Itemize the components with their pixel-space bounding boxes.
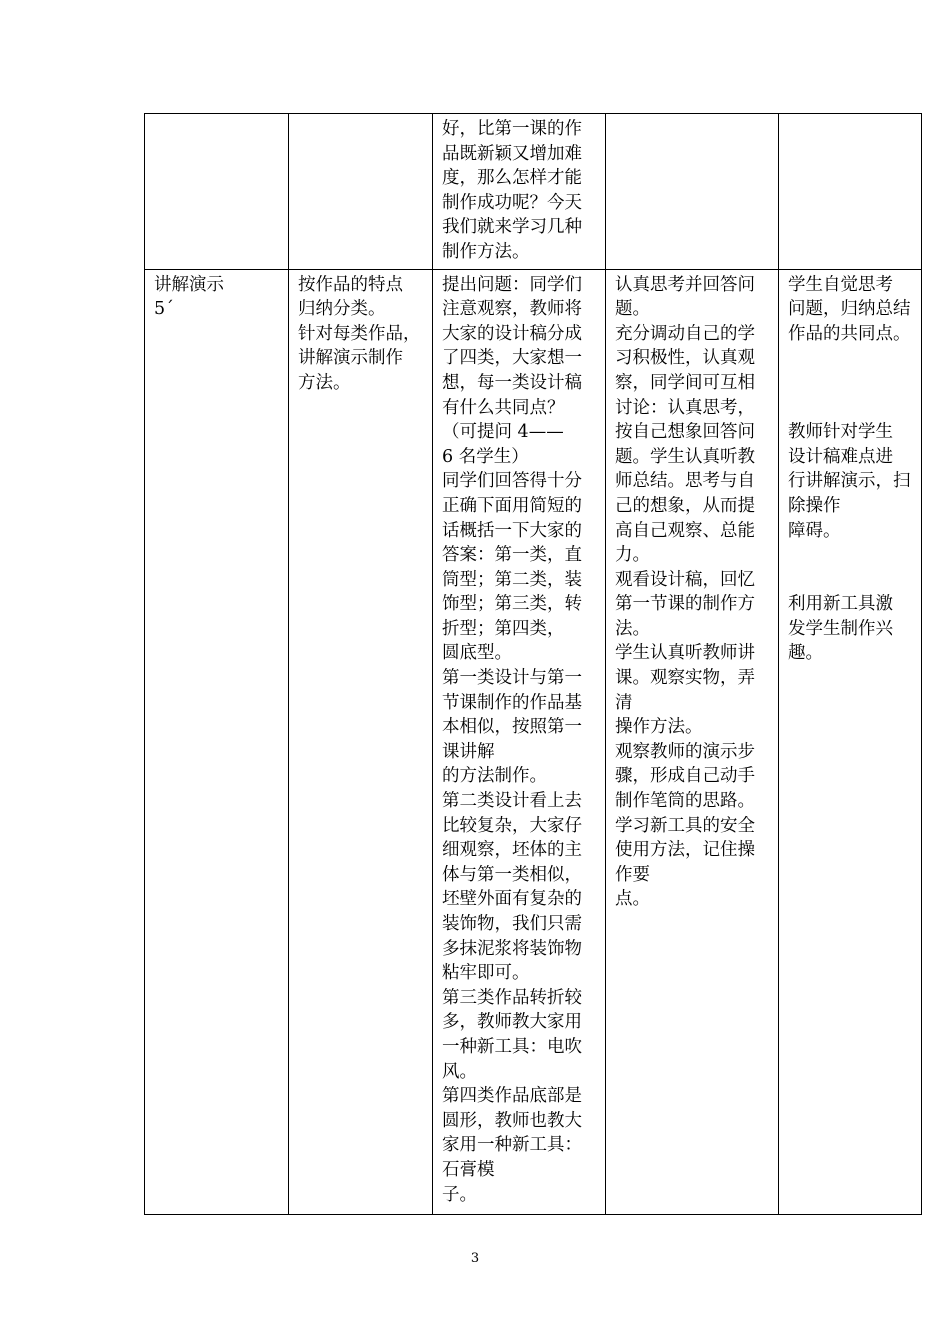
cell-text-line (788, 371, 914, 396)
cell-text-line: 认真思考并回答问 (615, 274, 755, 295)
cell-text-line: 话概括一下大家的 (442, 520, 582, 541)
cell-text-line: 充分调动自己的学 (615, 323, 755, 344)
table-row (145, 269, 922, 1214)
cell-text-line: 方法。 (298, 372, 351, 393)
cell-text-line: 石膏模 (442, 1159, 495, 1180)
cell-text-line: 第三类作品转折较 (442, 987, 582, 1008)
cell-text-line: 制作笔筒的思路。 (615, 791, 755, 812)
cell-text-line: 筒型；第二类，装 (442, 569, 582, 590)
cell-text-line: 法。 (615, 618, 650, 639)
cell-text-line: 利用新工具激 (788, 594, 893, 615)
teacher-activity-cell (433, 114, 606, 270)
cell-text-line: 讲解演示制作 (298, 348, 403, 369)
cell-text-line: 作要 (615, 864, 650, 885)
cell-text-line: 教师针对学生 (788, 422, 893, 443)
design-intent-cell (779, 114, 922, 270)
cell-text-line: 我们就来学习几种 (442, 217, 582, 238)
cell-text-line: 讲解演示 (154, 274, 224, 295)
cell-text-line: 了四类，大家想一 (442, 348, 582, 369)
cell-text-line: 品既新颖又增加难 (442, 143, 582, 164)
cell-text-line: 体与第一类相似， (442, 864, 582, 885)
cell-text-line: 课讲解 (442, 741, 495, 762)
cell-text-line: 高自己观察、总能 (615, 520, 755, 541)
cell-text-line: 作品的共同点。 (788, 323, 911, 344)
student-activity-cell (606, 269, 779, 1214)
cell-text-line: 设计稿难点进 (788, 446, 893, 467)
cell-text-line: 行讲解演示，扫 (788, 471, 911, 492)
cell-text-line: 节课制作的作品基 (442, 692, 582, 713)
cell-text-line: 6 名学生） (442, 446, 529, 467)
cell-text-line: 题。学生认真听教 (615, 446, 755, 467)
cell-text-line: 圆形，教师也教大 (442, 1110, 582, 1131)
cell-text-line: 清 (615, 692, 633, 713)
cell-text-line: 坯壁外面有复杂的 (442, 889, 582, 910)
cell-text-line: 粘牢即可。 (442, 963, 530, 984)
cell-text-line: 制作成功呢？今天 (442, 192, 582, 213)
cell-text-line: 比较复杂，大家仔 (442, 815, 582, 836)
cell-text-line: 课。观察实物，弄 (615, 668, 755, 689)
cell-text-line: 障碍。 (788, 520, 841, 541)
cell-text-line: 细观察，坯体的主 (442, 840, 582, 861)
student-activity-cell (606, 114, 779, 270)
cell-text-line: 按自己想象回答问 (615, 422, 755, 443)
cell-text-line: 答案：第一类，直 (442, 545, 582, 566)
cell-text-line: 师总结。思考与自 (615, 471, 755, 492)
cell-text-line: 多，教师教大家用 (442, 1012, 582, 1033)
cell-text-line (788, 568, 914, 593)
cell-text-line: 讨论：认真思考， (615, 397, 755, 418)
cell-text-line: 有什么共同点？ (442, 397, 565, 418)
cell-text-line: 察，同学间可互相 (615, 372, 755, 393)
cell-text-line: 按作品的特点 (298, 274, 403, 295)
cell-text-line: 正确下面用简短的 (442, 495, 582, 516)
cell-text-line: 注意观察，教师将 (442, 299, 582, 320)
cell-text-line: 观看设计稿，回忆 (615, 569, 755, 590)
cell-text-line: 本相似，按照第一 (442, 717, 582, 738)
cell-text-line: 制作方法。 (442, 241, 530, 262)
cell-text-line: 一种新工具：电吹 (442, 1036, 582, 1057)
cell-text-line (788, 346, 914, 371)
page-number: 3 (470, 1251, 480, 1266)
cell-text-line: 习积极性，认真观 (615, 348, 755, 369)
cell-text-line: 同学们回答得十分 (442, 471, 582, 492)
cell-text-line: 针对每类作品， (298, 323, 421, 344)
cell-text-line: 学生认真听教师讲 (615, 643, 755, 664)
cell-text-line: 点。 (615, 889, 650, 910)
cell-text-line: 除操作 (788, 495, 841, 516)
stage-cell (145, 114, 289, 270)
cell-text-line: 饰型；第三类，转 (442, 594, 582, 615)
cell-text-line: 的方法制作。 (442, 766, 547, 787)
cell-text-line (788, 396, 914, 421)
teacher-activity-cell (433, 269, 606, 1214)
table-row (145, 114, 922, 270)
cell-text-line: 学习新工具的安全 (615, 815, 755, 836)
cell-text-line: 家用一种新工具： (442, 1135, 582, 1156)
cell-text-line: （可提问 4—— (442, 422, 564, 443)
cell-text-line: 第一类设计与第一 (442, 668, 582, 689)
cell-text-line: 观察教师的演示步 (615, 741, 755, 762)
cell-text-line: 使用方法，记住操 (615, 840, 755, 861)
cell-text-line: 提出问题：同学们 (442, 274, 582, 295)
cell-text-line: 折型；第四类， (442, 618, 565, 639)
cell-text-line: 想，每一类设计稿 (442, 372, 582, 393)
cell-text-line: 装饰物，我们只需 (442, 914, 582, 934)
design-intent-cell (779, 269, 922, 1214)
lesson-plan-table (144, 113, 922, 1215)
cell-text-line: 风。 (442, 1061, 477, 1082)
cell-text-line: 操作方法。 (615, 717, 703, 738)
cell-text-line: 骤，形成自己动手 (615, 766, 755, 787)
cell-text-line: 第二类设计看上去 (442, 791, 582, 812)
cell-text-line: 发学生制作兴 (788, 618, 893, 639)
cell-text-line: 趣。 (788, 643, 823, 664)
cell-text-line: 题。 (615, 299, 650, 320)
content-cell (289, 114, 433, 270)
cell-text-line: 圆底型。 (442, 643, 512, 664)
cell-text-line: 问题，归纳总结 (788, 299, 911, 320)
cell-text-line: 5´ (154, 299, 174, 320)
cell-text-line (788, 543, 914, 568)
cell-text-line: 度，那么怎样才能 (442, 168, 582, 189)
cell-text-line: 好，比第一课的作 (442, 119, 582, 139)
cell-text-line: 多抹泥浆将装饰物 (442, 938, 582, 959)
cell-text-line: 力。 (615, 545, 650, 566)
cell-text-line: 归纳分类。 (298, 299, 386, 320)
cell-text-line: 第四类作品底部是 (442, 1086, 582, 1107)
content-cell (289, 269, 433, 1214)
cell-text-line: 第一节课的制作方 (615, 594, 755, 615)
cell-text-line: 子。 (442, 1184, 477, 1205)
stage-cell (145, 269, 289, 1214)
cell-text-line: 大家的设计稿分成 (442, 323, 582, 344)
cell-text-line: 学生自觉思考 (788, 274, 893, 295)
cell-text-line: 己的想象，从而提 (615, 495, 755, 516)
